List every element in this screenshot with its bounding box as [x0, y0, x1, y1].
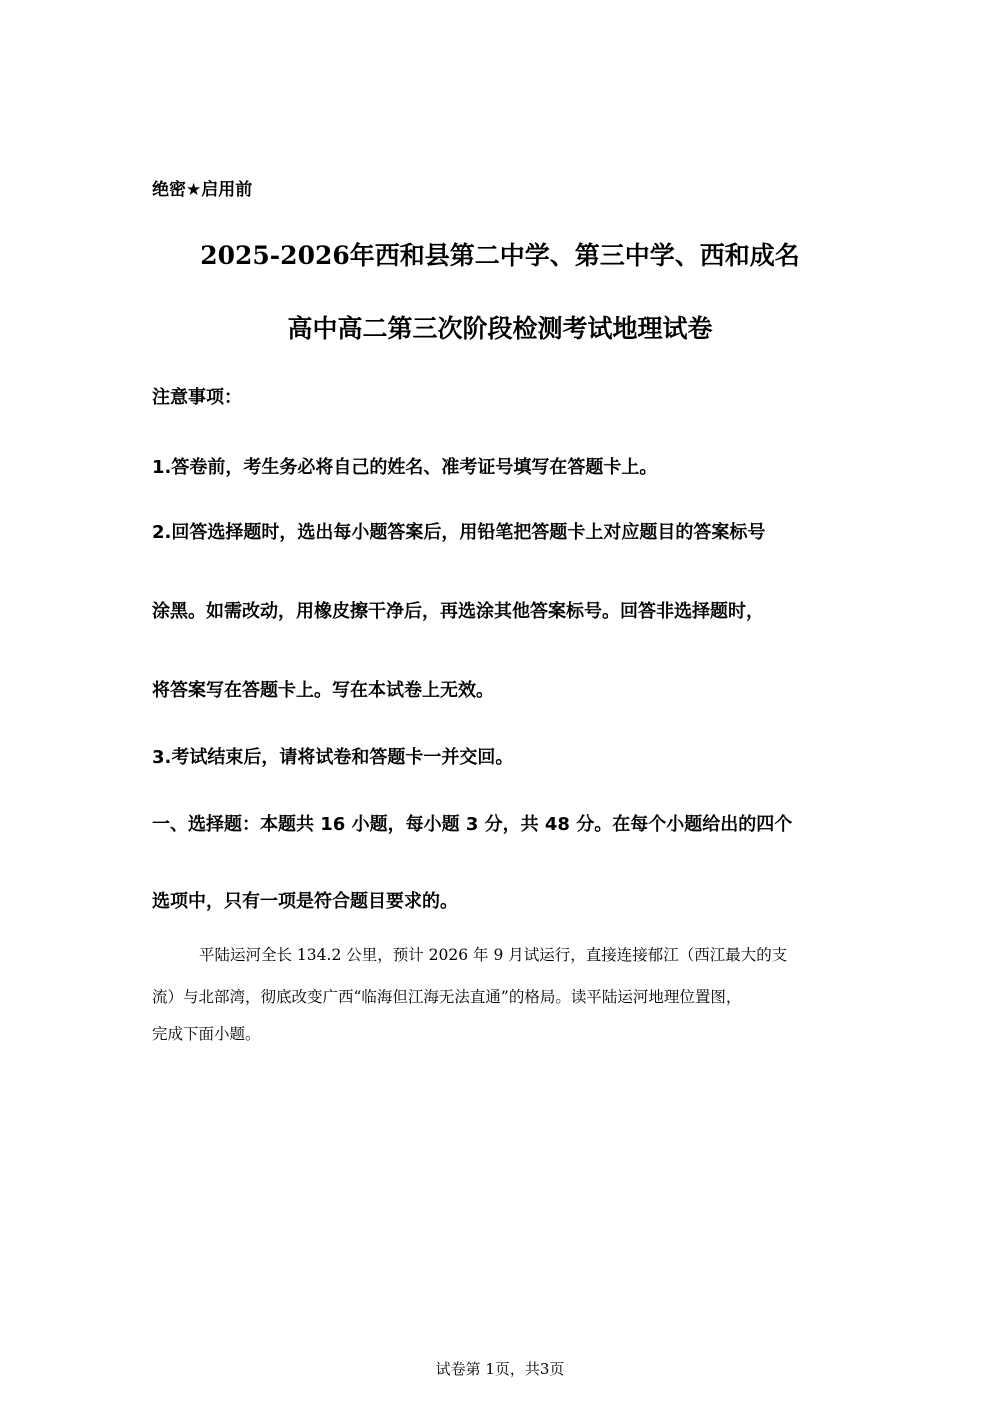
- passage-line-1: 平陆运河全长 134.2 公里，预计 2026 年 9 月试运行，直接连接郁江（西江最大的支: [199, 946, 788, 964]
- notice-heading: 注意事项：: [152, 387, 242, 408]
- passage-line-2: 流）与北部湾，彻底改变广西“临海但江海无法直通”的格局。读平陆运河地理位置图，: [152, 988, 742, 1006]
- exam-title-line-2: 高中高二第三次阶段检测考试地理试卷: [287, 314, 713, 343]
- section-1-heading-line-1: 一、选择题：本题共 16 小题，每小题 3 分，共 48 分。在每个小题给出的四个: [152, 814, 793, 835]
- section-1-heading-line-2: 选项中，只有一项是符合题目要求的。: [152, 891, 458, 912]
- passage-line-3: 完成下面小题。: [152, 1025, 261, 1043]
- notice-item-3: 3.考试结束后，请将试卷和答题卡一并交回。: [152, 747, 514, 768]
- secret-mark: 绝密★启用前: [152, 180, 253, 200]
- notice-item-2-line-1: 2.回答选择题时，选出每小题答案后，用铅笔把答题卡上对应题目的答案标号: [152, 522, 766, 543]
- notice-item-2-line-2: 涂黑。如需改动，用橡皮擦干净后，再选涂其他答案标号。回答非选择题时，: [152, 601, 764, 622]
- notice-item-2-line-3: 将答案写在答题卡上。写在本试卷上无效。: [152, 680, 494, 701]
- page-footer: 试卷第 1页，共3页: [435, 1360, 565, 1378]
- exam-title-line-1: 2025-2026年西和县第二中学、第三中学、西和成名: [200, 241, 800, 270]
- notice-item-1: 1.答卷前，考生务必将自己的姓名、准考证号填写在答题卡上。: [152, 457, 658, 478]
